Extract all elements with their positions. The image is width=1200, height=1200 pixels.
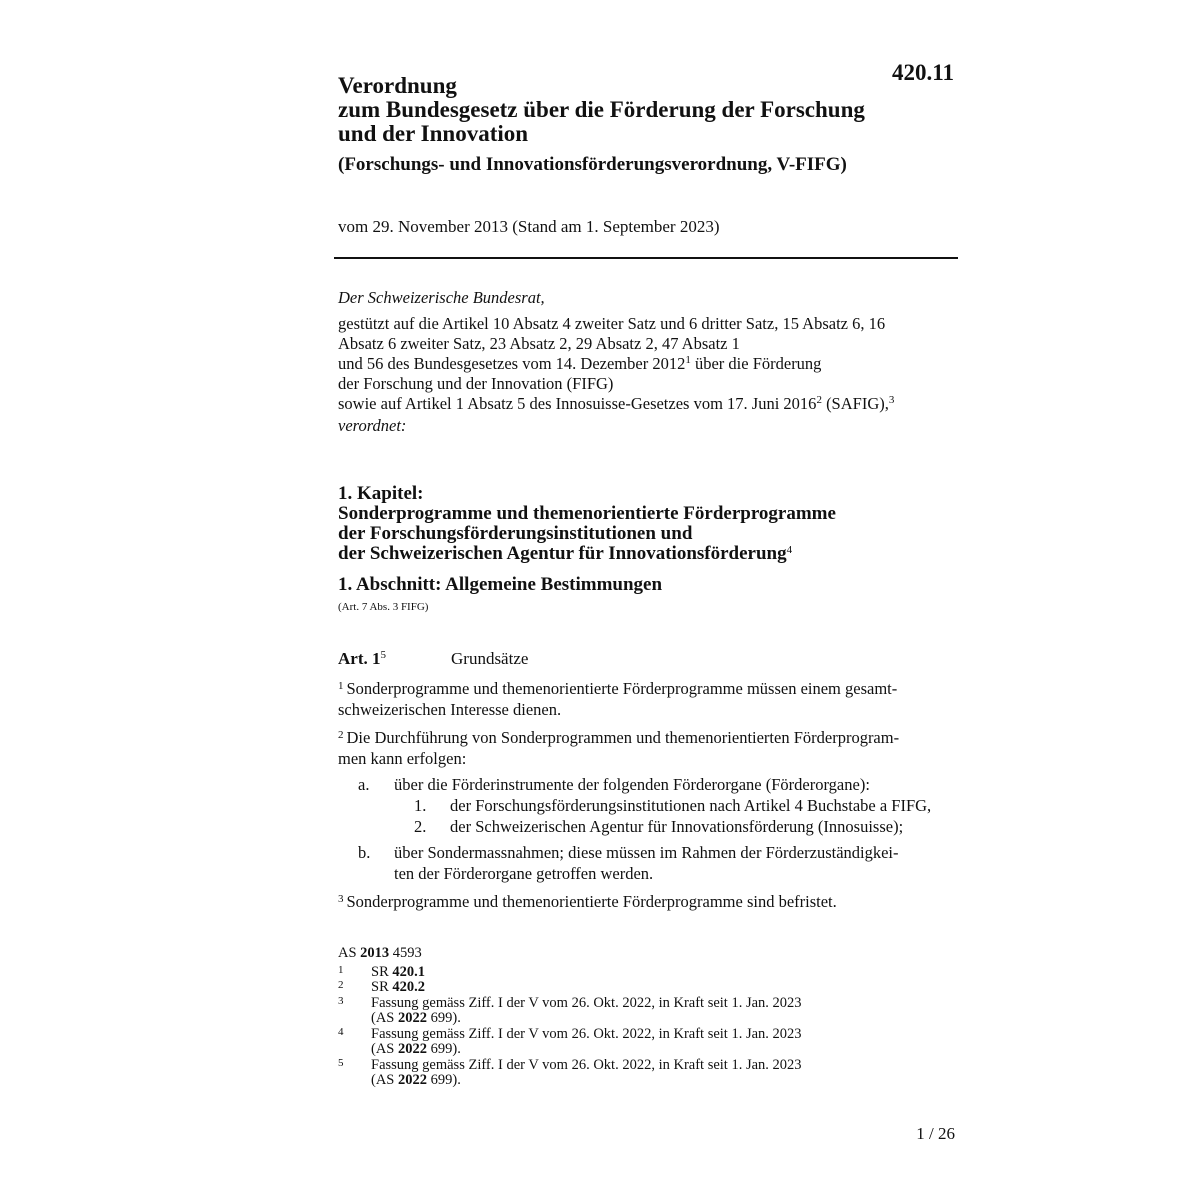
sr-number: 420.11 — [892, 60, 954, 85]
footnote-4 — [338, 1027, 958, 1058]
as-reference — [338, 946, 958, 962]
footnote-text — [371, 1027, 958, 1058]
chapter-heading — [338, 484, 958, 564]
number-list — [358, 795, 956, 837]
article-number: Art. 1 — [338, 649, 381, 668]
paragraph-1 — [338, 676, 956, 720]
footnote-ref-4[interactable]: 4 — [786, 544, 793, 556]
footnote-line: Fassung gemäss Ziff. I der V vom 26. Okt. 2022, in Kraft seit 1. Jan. 2023 — [371, 1056, 802, 1073]
title-line: zum Bundesgesetz über die Förderung der Forschung — [338, 97, 865, 122]
preamble-text: über die Förderung — [690, 354, 822, 373]
preamble-line: gestützt auf die Artikel 10 Absatz 4 zweiter Satz und 6 dritter Satz, 15 Absatz 6, 16 — [338, 314, 886, 333]
footnote-ref-1[interactable]: 1 — [685, 354, 691, 366]
footnote-text — [371, 965, 958, 981]
footnote-number: 3 — [338, 994, 344, 1007]
preamble-text: (SAFIG), — [821, 394, 889, 413]
footnote-ref-2[interactable]: 2 — [816, 394, 822, 406]
footnote-number: 5 — [338, 1056, 344, 1069]
paragraph-text: Die Durchführung von Sonderprogrammen und themenorientierten Förderprogram- — [346, 728, 900, 747]
document-subtitle: (Forschungs- und Innovationsförderungsverordnung, V-FIFG) — [338, 154, 847, 175]
footnote-line: Fassung gemäss Ziff. I der V vom 26. Okt. 2022, in Kraft seit 1. Jan. 2023 — [371, 1025, 802, 1042]
footnote-bold: 2022 — [398, 1041, 427, 1057]
document-title — [338, 74, 938, 146]
article-heading — [338, 648, 958, 670]
paragraph-text: men kann erfolgen: — [338, 749, 467, 768]
list-label: a. — [358, 775, 370, 794]
preamble-line — [338, 354, 958, 374]
preamble-text: sowie auf Artikel 1 Absatz 5 des Innosuisse-Gesetzes vom 17. Juni 2016 — [338, 394, 817, 413]
chapter-line: Sonderprogramme und themenorientierte Förderprogramme — [338, 503, 836, 524]
preamble-line — [338, 394, 958, 414]
footnote-text — [371, 1058, 958, 1089]
preamble-line: der Forschung und der Innovation (FIFG) — [338, 374, 614, 393]
chapter-line: 1. Kapitel: — [338, 483, 424, 504]
footnote-number: 4 — [338, 1025, 344, 1038]
as-year: 2013 — [360, 945, 390, 961]
list-item-2 — [414, 816, 956, 837]
footnote-line-prefix: (AS — [371, 1041, 398, 1057]
chapter-line: der Forschungsförderungsinstitutionen und — [338, 523, 693, 544]
preamble-closing: verordnet: — [338, 416, 407, 435]
footnote-5 — [338, 1058, 958, 1089]
footnote-prefix: SR — [371, 979, 393, 995]
list-text: der Schweizerischen Agentur für Innovationsförderung (Innosuisse); — [450, 817, 904, 836]
paragraph-3 — [338, 889, 956, 912]
title-line: Verordnung — [338, 73, 457, 98]
footnote-line-suffix: 699). — [427, 1041, 461, 1057]
list-item-b — [358, 842, 956, 884]
list-label: 1. — [414, 796, 427, 815]
list-text: der Forschungsförderungsinstitutionen nach Artikel 4 Buchstabe a FIFG, — [450, 796, 932, 815]
footnote-bold: 2022 — [398, 1010, 427, 1026]
preamble — [338, 288, 958, 436]
list-text-line: ten der Förderorgane getroffen werden. — [394, 864, 654, 883]
footnote-text — [371, 980, 958, 996]
footnote-line-prefix: (AS — [371, 1010, 398, 1026]
list-item-1 — [414, 795, 956, 816]
paragraph-2 — [338, 725, 956, 769]
footnote-ref-5[interactable]: 5 — [380, 649, 386, 661]
paragraph-text: Sonderprogramme und themenorientierte Förderprogramme sind befristet. — [346, 892, 837, 911]
footnote-line-suffix: 699). — [427, 1010, 461, 1026]
article-title: Grundsätze — [451, 649, 529, 668]
title-line: und der Innovation — [338, 121, 529, 146]
list-item-a — [358, 774, 956, 795]
paragraph-number: 3 — [338, 893, 344, 905]
list-label: b. — [358, 843, 371, 862]
article-body — [338, 676, 956, 917]
letter-list — [338, 774, 956, 884]
as-page: 4593 — [389, 945, 422, 961]
date-line: vom 29. November 2013 (Stand am 1. September 2023) — [338, 217, 720, 236]
list-text: über die Förderinstrumente der folgenden Förderorgane (Förderorgane): — [394, 775, 870, 794]
list-text-line: über Sondermassnahmen; diese müssen im Rahmen der Förderzuständigkei- — [394, 843, 899, 862]
as-prefix: AS — [338, 945, 361, 961]
article-label — [338, 648, 451, 670]
list-text — [394, 842, 899, 884]
chapter-line — [338, 544, 958, 564]
footnote-3 — [338, 996, 958, 1027]
footnote-number: 1 — [338, 963, 344, 976]
header-divider — [334, 257, 958, 259]
footnote-line: Fassung gemäss Ziff. I der V vom 26. Okt. 2022, in Kraft seit 1. Jan. 2023 — [371, 994, 802, 1011]
footnote-bold: 420.1 — [392, 963, 425, 980]
preamble-line: Absatz 6 zweiter Satz, 23 Absatz 2, 29 Absatz 2, 47 Absatz 1 — [338, 334, 740, 353]
paragraph-text: schweizerischen Interesse dienen. — [338, 700, 562, 719]
paragraph-number: 2 — [338, 729, 344, 741]
section-heading: 1. Abschnitt: Allgemeine Bestimmungen — [338, 574, 663, 595]
footnote-line-prefix: (AS — [371, 1072, 398, 1088]
list-label: 2. — [414, 817, 427, 836]
footnote-line-suffix: 699). — [427, 1072, 461, 1088]
footnotes — [338, 946, 958, 1089]
footnote-ref-3[interactable]: 3 — [888, 394, 895, 406]
footnote-1 — [338, 965, 958, 981]
paragraph-text: Sonderprogramme und themenorientierte Förderprogramme müssen einem gesamt- — [346, 679, 898, 698]
paragraph-number: 1 — [338, 680, 344, 692]
footnote-bold: 420.2 — [392, 979, 425, 995]
footnote-text — [371, 996, 958, 1027]
footnote-bold: 2022 — [398, 1072, 427, 1088]
page-number: 1 / 26 — [916, 1124, 955, 1143]
footnote-number: 2 — [338, 979, 344, 991]
chapter-text: der Schweizerischen Agentur für Innovationsförderung — [338, 543, 787, 564]
footnote-prefix: SR — [371, 963, 393, 980]
section-reference: (Art. 7 Abs. 3 FIFG) — [338, 601, 429, 613]
preamble-intro: Der Schweizerische Bundesrat, — [338, 288, 545, 307]
footnote-2 — [338, 980, 958, 996]
preamble-text: und 56 des Bundesgesetzes vom 14. Dezember 2012 — [338, 354, 686, 373]
